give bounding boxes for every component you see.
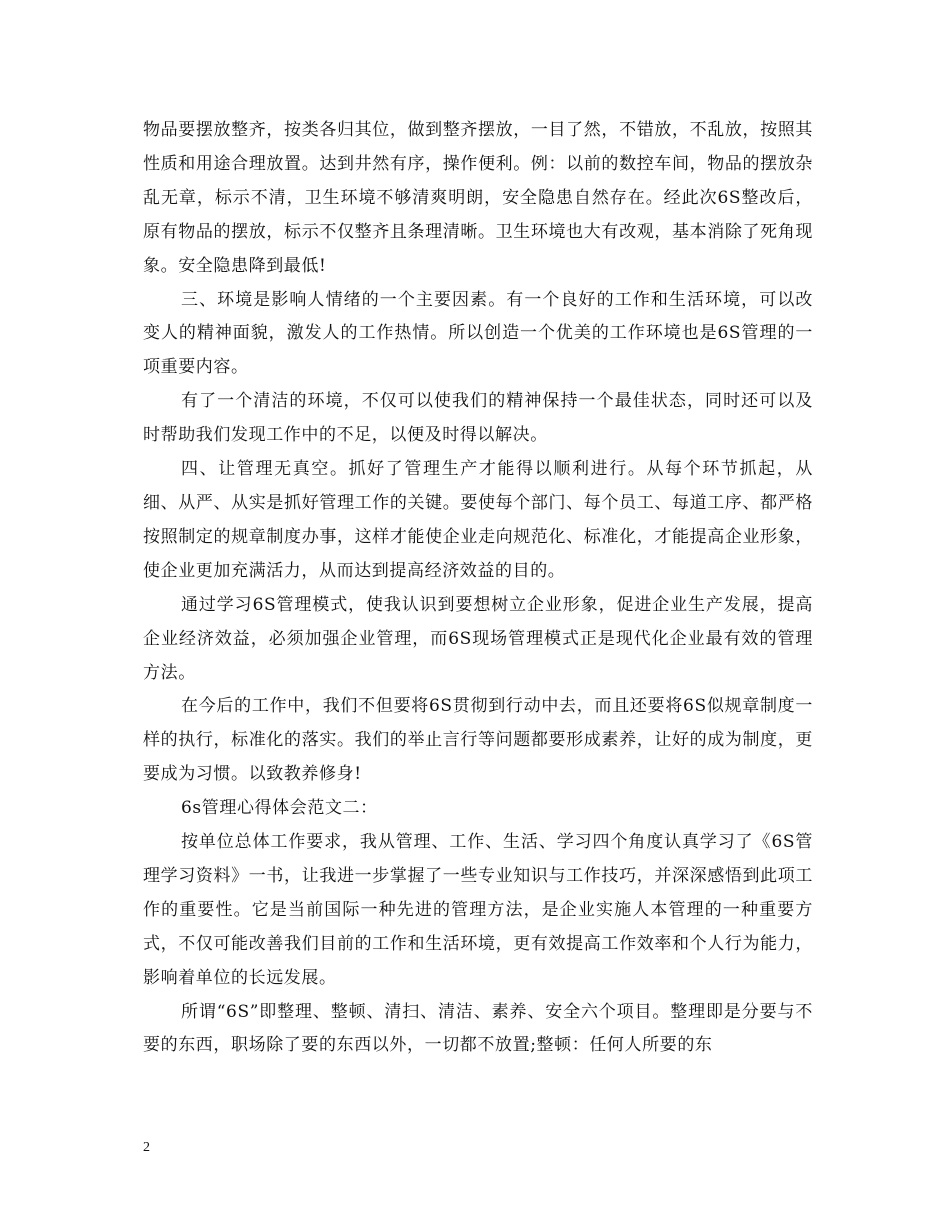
paragraph: 在今后的工作中，我们不但要将6S贯彻到行动中去，而且还要将6S似规章制度一样的执行，标准化的落实。我们的举止言行等问题都要形成素养，让好的成为制度，更要成为习惯。以致教养修身! — [143, 696, 813, 785]
paragraph: 三、环境是影响人情绪的一个主要因素。有一个良好的工作和生活环境，可以改变人的精神面貌，激发人的工作热情。所以创造一个优美的工作环境也是6S管理的一项重要内容。 — [143, 289, 813, 378]
paragraph: 通过学习6S管理模式，使我认识到要想树立企业形象，促进企业生产发展，提高企业经济效益，必须加强企业管理，而6S现场管理模式正是现代化企业最有效的管理方法。 — [143, 594, 813, 683]
paragraph: 所谓“6S”即整理、整顿、清扫、清洁、素养、安全六个项目。整理即是分要与不要的东西，职场除了要的东西以外，一切都不放置;整顿：任何人所要的东 — [143, 1001, 813, 1056]
page-number: 2 — [143, 1140, 150, 1155]
paragraph: 四、让管理无真空。抓好了管理生产才能得以顺利进行。从每个环节抓起，从细、从严、从实是抓好管理工作的关键。要使每个部门、每个员工、每道工序、都严格按照制定的规章制度办事，这样才能使企业走向规范化、标准化，才能提高企业形象，使企业更加充满活力，从而达到提高经济效益的目的。 — [143, 459, 813, 581]
paragraph: 按单位总体工作要求，我从管理、工作、生活、学习四个角度认真学习了《6S管理学习资料》一书，让我进一步掌握了一些专业知识与工作技巧，并深深感悟到此项工作的重要性。它是当前国际一种先进的管理方法，是企业实施人本管理的一种重要方式，不仅可能改善我们目前的工作和生活环境，更有效提高工作效率和个人行为能力，影响着单位的长远发展。 — [143, 832, 813, 988]
section-heading: 6s管理心得体会范文二： — [181, 798, 378, 819]
document-body — [143, 114, 813, 1063]
paragraph: 有了一个清洁的环境，不仅可以使我们的精神保持一个最佳状态，同时还可以及时帮助我们发现工作中的不足，以便及时得以解决。 — [143, 391, 813, 446]
paragraph: 物品要摆放整齐，按类各归其位，做到整齐摆放，一目了然，不错放，不乱放，按照其性质和用途合理放置。达到井然有序，操作便利。例：以前的数控车间，物品的摆放杂乱无章，标示不清，卫生环境不够清爽明朗，安全隐患自然存在。经此次6S整改后，原有物品的摆放，标示不仅整齐且条理清晰。卫生环境也大有改观，基本消除了死角现象。安全隐患降到最低! — [143, 120, 813, 276]
